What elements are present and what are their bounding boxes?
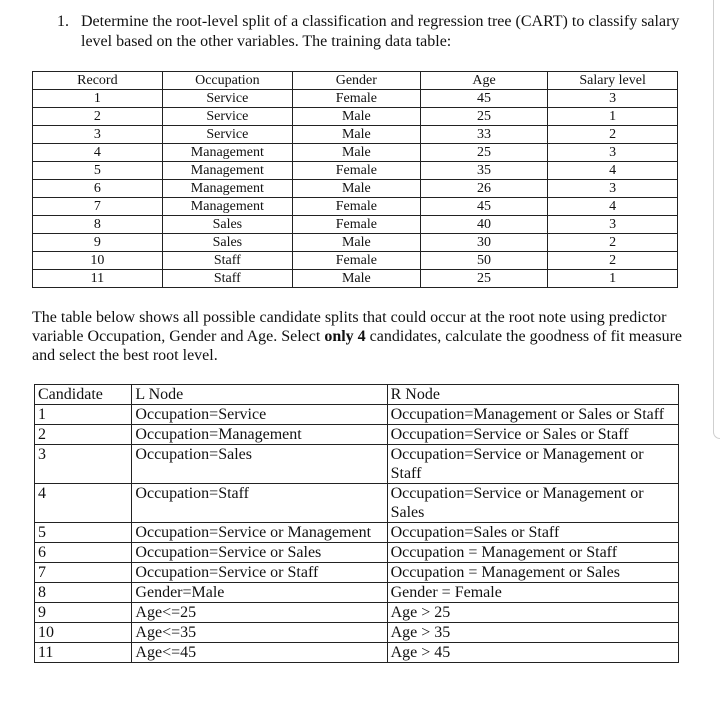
header-candidate: Candidate bbox=[35, 385, 132, 405]
table-row bbox=[33, 216, 678, 234]
table-row bbox=[35, 543, 679, 563]
cell-gender: Male bbox=[292, 270, 420, 288]
cell-l-node: Occupation=Service or Sales bbox=[132, 543, 387, 563]
cell-age: 25 bbox=[420, 108, 548, 126]
cell-age: 26 bbox=[420, 180, 548, 198]
cell-candidate: 3 bbox=[35, 445, 132, 484]
cell-age: 45 bbox=[420, 90, 548, 108]
header-l-node: L Node bbox=[132, 385, 387, 405]
cell-salary-level: 3 bbox=[548, 216, 678, 234]
question-number: 1. bbox=[57, 13, 69, 30]
cell-record: 11 bbox=[33, 270, 163, 288]
cell-r-node: Occupation=Management or Sales or Staff bbox=[387, 405, 678, 425]
table-row bbox=[35, 445, 679, 484]
cell-salary-level: 4 bbox=[548, 162, 678, 180]
table-row bbox=[35, 523, 679, 543]
cell-gender: Female bbox=[292, 90, 420, 108]
table-row bbox=[33, 252, 678, 270]
cell-candidate: 9 bbox=[35, 603, 132, 623]
cell-occupation: Service bbox=[162, 108, 292, 126]
cell-age: 33 bbox=[420, 126, 548, 144]
cell-r-node: Occupation=Service or Sales or Staff bbox=[387, 425, 678, 445]
cell-candidate: 11 bbox=[35, 643, 132, 663]
cell-gender: Male bbox=[292, 180, 420, 198]
cell-age: 45 bbox=[420, 198, 548, 216]
cell-l-node: Age<=35 bbox=[132, 623, 387, 643]
training-data-table bbox=[32, 71, 678, 288]
cell-l-node: Age<=25 bbox=[132, 603, 387, 623]
question bbox=[57, 12, 687, 52]
cell-candidate: 10 bbox=[35, 623, 132, 643]
training-data-body bbox=[33, 90, 678, 288]
table-row bbox=[33, 108, 678, 126]
cell-gender: Male bbox=[292, 126, 420, 144]
cell-l-node: Occupation=Management bbox=[132, 425, 387, 445]
cell-salary-level: 3 bbox=[548, 144, 678, 162]
cell-salary-level: 4 bbox=[548, 198, 678, 216]
candidate-splits-body bbox=[35, 405, 679, 663]
cell-l-node: Occupation=Staff bbox=[132, 484, 387, 523]
cell-candidate: 2 bbox=[35, 425, 132, 445]
cell-occupation: Service bbox=[162, 126, 292, 144]
table-row bbox=[35, 643, 679, 663]
candidate-intro-paragraph bbox=[32, 308, 682, 365]
cell-salary-level: 3 bbox=[548, 90, 678, 108]
scroll-panel-edge bbox=[713, 0, 720, 439]
table-row bbox=[33, 126, 678, 144]
cell-record: 9 bbox=[33, 234, 163, 252]
candidate-splits-table bbox=[34, 384, 679, 663]
header-gender: Gender bbox=[292, 72, 420, 90]
header-salary-level: Salary level bbox=[548, 72, 678, 90]
table-row bbox=[33, 234, 678, 252]
cell-record: 5 bbox=[33, 162, 163, 180]
cell-gender: Female bbox=[292, 216, 420, 234]
cell-r-node: Age > 45 bbox=[387, 643, 678, 663]
cell-l-node: Gender=Male bbox=[132, 583, 387, 603]
header-occupation: Occupation bbox=[162, 72, 292, 90]
table-row bbox=[33, 162, 678, 180]
header-record: Record bbox=[33, 72, 163, 90]
cell-occupation: Management bbox=[162, 162, 292, 180]
table-row bbox=[33, 180, 678, 198]
cell-age: 30 bbox=[420, 234, 548, 252]
cell-r-node: Occupation = Management or Sales bbox=[387, 563, 678, 583]
cell-record: 8 bbox=[33, 216, 163, 234]
table-row bbox=[35, 563, 679, 583]
cell-age: 50 bbox=[420, 252, 548, 270]
header-r-node: R Node bbox=[387, 385, 678, 405]
cell-occupation: Staff bbox=[162, 270, 292, 288]
cell-candidate: 6 bbox=[35, 543, 132, 563]
cell-r-node: Occupation=Service or Management or Sales bbox=[387, 484, 678, 523]
cell-occupation: Management bbox=[162, 198, 292, 216]
cell-l-node: Occupation=Service or Staff bbox=[132, 563, 387, 583]
cell-l-node: Occupation=Sales bbox=[132, 445, 387, 484]
cell-r-node: Gender = Female bbox=[387, 583, 678, 603]
cell-age: 25 bbox=[420, 144, 548, 162]
cell-l-node: Occupation=Service bbox=[132, 405, 387, 425]
cell-candidate: 1 bbox=[35, 405, 132, 425]
cell-record: 7 bbox=[33, 198, 163, 216]
intro-text-bold: only 4 bbox=[324, 328, 366, 345]
cell-gender: Female bbox=[292, 252, 420, 270]
table-row bbox=[35, 603, 679, 623]
cell-age: 35 bbox=[420, 162, 548, 180]
cell-r-node: Age > 25 bbox=[387, 603, 678, 623]
intro-text-before: The table below shows all possible candidate splits that could occur at the root note using predictor variable Occupation, Gender and Age. Select bbox=[32, 309, 667, 345]
question-text: Determine the root-level split of a classification and regression tree (CART) to classify salary level based on the other variables. The training data table: bbox=[81, 13, 680, 50]
cell-occupation: Sales bbox=[162, 216, 292, 234]
cell-candidate: 8 bbox=[35, 583, 132, 603]
cell-record: 10 bbox=[33, 252, 163, 270]
cell-record: 1 bbox=[33, 90, 163, 108]
table-header-row bbox=[33, 72, 678, 90]
cell-r-node: Occupation=Service or Management or Staff bbox=[387, 445, 678, 484]
cell-occupation: Management bbox=[162, 144, 292, 162]
table-row bbox=[33, 270, 678, 288]
cell-record: 3 bbox=[33, 126, 163, 144]
table-row bbox=[33, 90, 678, 108]
cell-occupation: Sales bbox=[162, 234, 292, 252]
cell-gender: Male bbox=[292, 234, 420, 252]
cell-r-node: Occupation=Sales or Staff bbox=[387, 523, 678, 543]
cell-r-node: Occupation = Management or Staff bbox=[387, 543, 678, 563]
cell-candidate: 7 bbox=[35, 563, 132, 583]
cell-gender: Female bbox=[292, 162, 420, 180]
cell-occupation: Management bbox=[162, 180, 292, 198]
cell-salary-level: 2 bbox=[548, 126, 678, 144]
cell-l-node: Occupation=Service or Management bbox=[132, 523, 387, 543]
cell-salary-level: 1 bbox=[548, 270, 678, 288]
cell-candidate: 5 bbox=[35, 523, 132, 543]
cell-occupation: Service bbox=[162, 90, 292, 108]
table-row bbox=[35, 425, 679, 445]
cell-record: 4 bbox=[33, 144, 163, 162]
table-row bbox=[33, 198, 678, 216]
cell-candidate: 4 bbox=[35, 484, 132, 523]
cell-gender: Female bbox=[292, 198, 420, 216]
cell-gender: Male bbox=[292, 108, 420, 126]
cell-l-node: Age<=45 bbox=[132, 643, 387, 663]
table-row bbox=[33, 144, 678, 162]
cell-salary-level: 3 bbox=[548, 180, 678, 198]
cell-gender: Male bbox=[292, 144, 420, 162]
table-row bbox=[35, 484, 679, 523]
cell-record: 6 bbox=[33, 180, 163, 198]
table-header-row bbox=[35, 385, 679, 405]
header-age: Age bbox=[420, 72, 548, 90]
cell-record: 2 bbox=[33, 108, 163, 126]
cell-age: 25 bbox=[420, 270, 548, 288]
cell-r-node: Age > 35 bbox=[387, 623, 678, 643]
table-row bbox=[35, 405, 679, 425]
cell-salary-level: 2 bbox=[548, 234, 678, 252]
cell-age: 40 bbox=[420, 216, 548, 234]
cell-salary-level: 2 bbox=[548, 252, 678, 270]
cell-salary-level: 1 bbox=[548, 108, 678, 126]
table-row bbox=[35, 623, 679, 643]
cell-occupation: Staff bbox=[162, 252, 292, 270]
intro-text-after: candidates, calculate the goodness of fit measure and select the best root level. bbox=[32, 328, 682, 364]
table-row bbox=[35, 583, 679, 603]
